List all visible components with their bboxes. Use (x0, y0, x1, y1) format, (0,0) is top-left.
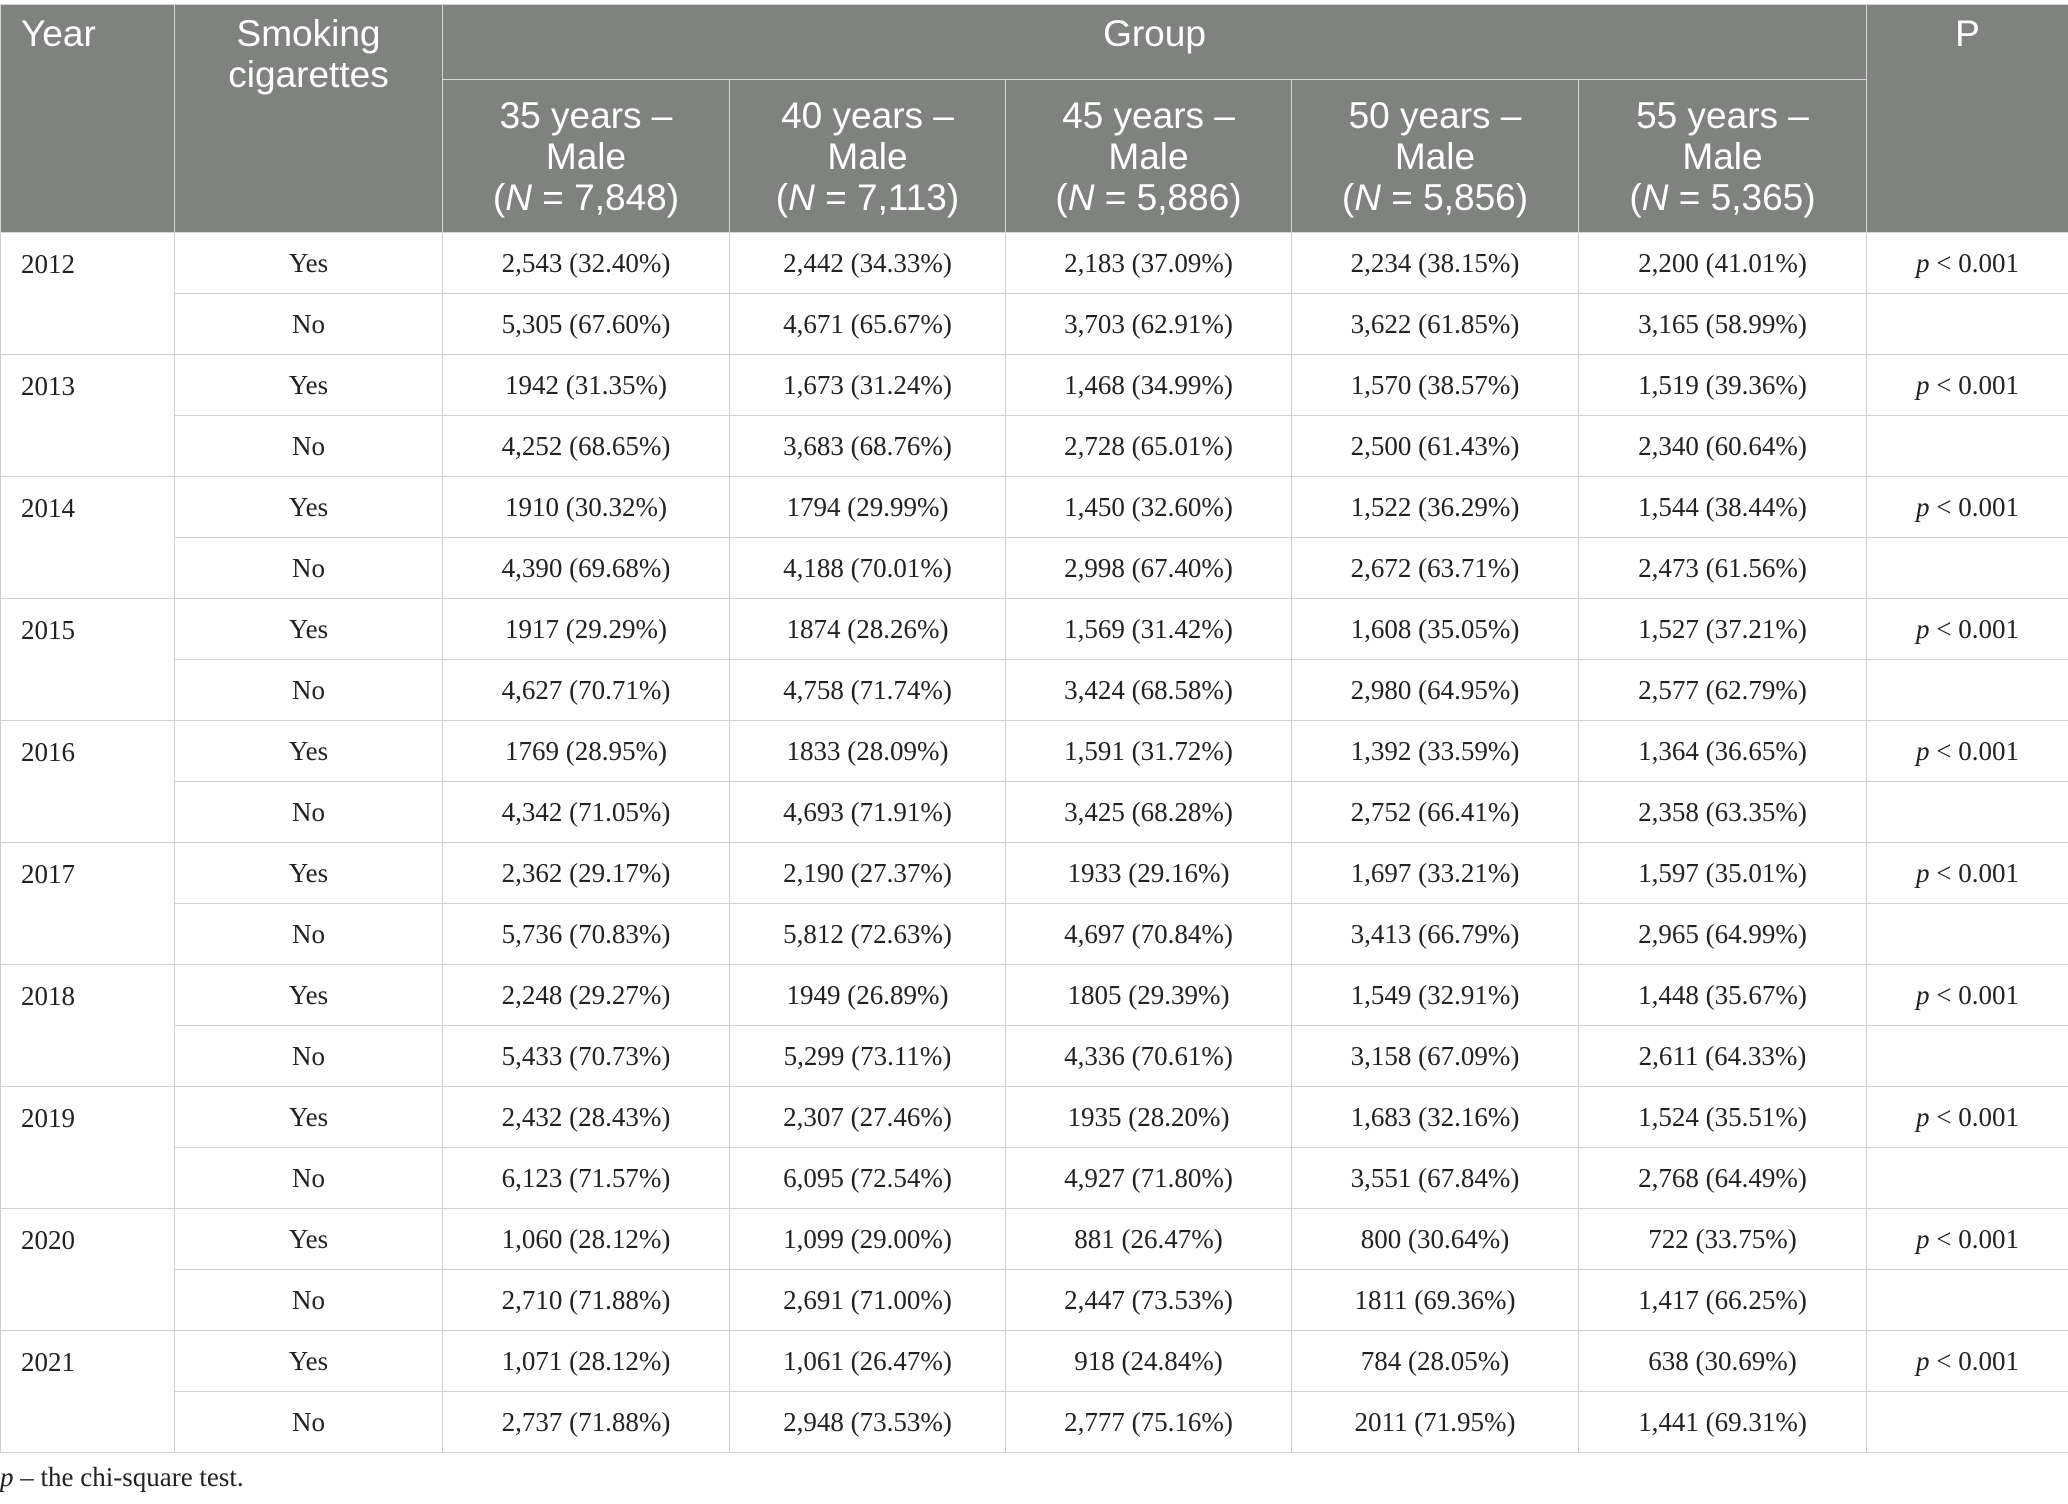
count-percent-cell: 1,099 (29.00%) (730, 1209, 1006, 1270)
age-group-sex: Male (545, 135, 627, 177)
smoking-yes-label: Yes (175, 477, 443, 538)
header-group: Group (443, 5, 1867, 80)
sample-size-value: = 5,886) (1094, 176, 1242, 218)
count-percent-cell: 1,524 (35.51%) (1579, 1087, 1867, 1148)
age-group-range: 55 years – (1636, 94, 1809, 136)
count-percent-cell: 1933 (29.16%) (1006, 843, 1292, 904)
sample-size-value: = 5,365) (1668, 176, 1816, 218)
table-header (1, 5, 2068, 233)
count-percent-cell: 3,158 (67.09%) (1292, 1026, 1579, 1087)
count-percent-cell: 3,703 (62.91%) (1006, 294, 1292, 355)
p-value-cell (1867, 477, 2068, 538)
count-percent-cell: 2,777 (75.16%) (1006, 1392, 1292, 1453)
p-value-cell (1867, 965, 2068, 1026)
p-value-cell (1867, 294, 2068, 355)
table-row (1, 538, 2068, 599)
smoking-no-label: No (175, 1392, 443, 1453)
count-percent-cell: 1,549 (32.91%) (1292, 965, 1579, 1026)
table-row (1, 294, 2068, 355)
table-row (1, 721, 2068, 782)
table-footnote (0, 1462, 244, 1493)
count-percent-cell: 4,342 (71.05%) (443, 782, 730, 843)
header-age-group (1292, 80, 1579, 233)
count-percent-cell: 6,095 (72.54%) (730, 1148, 1006, 1209)
p-value-cell (1867, 1087, 2068, 1148)
count-percent-cell: 1,569 (31.42%) (1006, 599, 1292, 660)
p-value-cell (1867, 1331, 2068, 1392)
count-percent-cell: 2,965 (64.99%) (1579, 904, 1867, 965)
count-percent-cell: 1805 (29.39%) (1006, 965, 1292, 1026)
count-percent-cell: 1,392 (33.59%) (1292, 721, 1579, 782)
count-percent-cell: 2,710 (71.88%) (443, 1270, 730, 1331)
count-percent-cell: 918 (24.84%) (1006, 1331, 1292, 1392)
smoking-no-label: No (175, 660, 443, 721)
smoking-no-label: No (175, 416, 443, 477)
smoking-yes-label: Yes (175, 355, 443, 416)
p-value-cell (1867, 416, 2068, 477)
count-percent-cell: 5,433 (70.73%) (443, 1026, 730, 1087)
p-value: < 0.001 (1929, 979, 2019, 1010)
count-percent-cell: 2011 (71.95%) (1292, 1392, 1579, 1453)
smoking-yes-label: Yes (175, 1087, 443, 1148)
count-percent-cell: 1910 (30.32%) (443, 477, 730, 538)
sample-size-value: = 7,848) (531, 176, 680, 218)
p-value-cell (1867, 599, 2068, 660)
count-percent-cell: 2,728 (65.01%) (1006, 416, 1292, 477)
p-value-cell (1867, 1209, 2068, 1270)
count-percent-cell: 4,390 (69.68%) (443, 538, 730, 599)
table-row (1, 1148, 2068, 1209)
table-row (1, 416, 2068, 477)
table-row (1, 1270, 2068, 1331)
count-percent-cell: 6,123 (71.57%) (443, 1148, 730, 1209)
count-percent-cell: 2,543 (32.40%) (443, 233, 730, 294)
header-p: P (1867, 5, 2068, 233)
count-percent-cell: 2,500 (61.43%) (1292, 416, 1579, 477)
count-percent-cell: 2,340 (60.64%) (1579, 416, 1867, 477)
count-percent-cell: 2,737 (71.88%) (443, 1392, 730, 1453)
count-percent-cell: 2,577 (62.79%) (1579, 660, 1867, 721)
count-percent-cell: 1,608 (35.05%) (1292, 599, 1579, 660)
p-letter: p (1916, 491, 1930, 522)
count-percent-cell: 1,570 (38.57%) (1292, 355, 1579, 416)
p-value: < 0.001 (1929, 613, 2019, 644)
count-percent-cell: 2,190 (27.37%) (730, 843, 1006, 904)
age-group-range: 45 years – (1062, 94, 1235, 136)
p-letter: p (1916, 857, 1930, 888)
year-cell: 2019 (1, 1087, 175, 1209)
count-percent-cell: 2,768 (64.49%) (1579, 1148, 1867, 1209)
age-group-range: 35 years – (499, 94, 673, 136)
count-percent-cell: 4,627 (70.71%) (443, 660, 730, 721)
count-percent-cell: 1,060 (28.12%) (443, 1209, 730, 1270)
smoking-table (0, 4, 2068, 1453)
count-percent-cell: 3,413 (66.79%) (1292, 904, 1579, 965)
count-percent-cell: 1833 (28.09%) (730, 721, 1006, 782)
count-percent-cell: 2,473 (61.56%) (1579, 538, 1867, 599)
table-row (1, 1209, 2068, 1270)
year-cell: 2016 (1, 721, 175, 843)
count-percent-cell: 4,758 (71.74%) (730, 660, 1006, 721)
p-letter: p (1916, 735, 1930, 766)
count-percent-cell: 2,362 (29.17%) (443, 843, 730, 904)
sample-size-label: N (1354, 176, 1381, 218)
p-value: < 0.001 (1929, 491, 2019, 522)
year-cell: 2015 (1, 599, 175, 721)
p-letter: p (1916, 979, 1930, 1010)
sample-size-label: N (1067, 176, 1095, 218)
year-cell: 2014 (1, 477, 175, 599)
age-group-sex: Male (1394, 135, 1476, 177)
p-value-cell (1867, 1392, 2068, 1453)
p-value-cell (1867, 355, 2068, 416)
p-value-cell (1867, 1148, 2068, 1209)
year-cell: 2017 (1, 843, 175, 965)
count-percent-cell: 5,736 (70.83%) (443, 904, 730, 965)
count-percent-cell: 1,071 (28.12%) (443, 1331, 730, 1392)
p-value-cell (1867, 660, 2068, 721)
count-percent-cell: 4,697 (70.84%) (1006, 904, 1292, 965)
p-letter: p (1916, 613, 1930, 644)
count-percent-cell: 881 (26.47%) (1006, 1209, 1292, 1270)
table-row (1, 660, 2068, 721)
count-percent-cell: 2,447 (73.53%) (1006, 1270, 1292, 1331)
count-percent-cell: 2,672 (63.71%) (1292, 538, 1579, 599)
count-percent-cell: 3,551 (67.84%) (1292, 1148, 1579, 1209)
count-percent-cell: 2,200 (41.01%) (1579, 233, 1867, 294)
p-letter: p (1916, 1345, 1930, 1376)
count-percent-cell: 4,693 (71.91%) (730, 782, 1006, 843)
year-cell: 2021 (1, 1331, 175, 1453)
count-percent-cell: 1,468 (34.99%) (1006, 355, 1292, 416)
count-percent-cell: 2,307 (27.46%) (730, 1087, 1006, 1148)
count-percent-cell: 638 (30.69%) (1579, 1331, 1867, 1392)
p-value: < 0.001 (1929, 735, 2019, 766)
age-group-sample-size: (N = 7,113) (775, 176, 960, 218)
table-row (1, 233, 2068, 294)
smoking-no-label: No (175, 538, 443, 599)
p-value-cell (1867, 904, 2068, 965)
age-group-sex: Male (1682, 135, 1763, 177)
count-percent-cell: 5,305 (67.60%) (443, 294, 730, 355)
sample-size-label: N (1641, 176, 1669, 218)
p-value-cell (1867, 233, 2068, 294)
count-percent-cell: 1874 (28.26%) (730, 599, 1006, 660)
table-row (1, 965, 2068, 1026)
year-cell: 2012 (1, 233, 175, 355)
count-percent-cell: 2,234 (38.15%) (1292, 233, 1579, 294)
count-percent-cell: 2,611 (64.33%) (1579, 1026, 1867, 1087)
count-percent-cell: 1769 (28.95%) (443, 721, 730, 782)
smoking-yes-label: Yes (175, 721, 443, 782)
smoking-no-label: No (175, 904, 443, 965)
count-percent-cell: 1,544 (38.44%) (1579, 477, 1867, 538)
header-smoking-cigarettes: Smoking cigarettes (175, 5, 443, 233)
p-value-cell (1867, 843, 2068, 904)
count-percent-cell: 1,417 (66.25%) (1579, 1270, 1867, 1331)
count-percent-cell: 2,691 (71.00%) (730, 1270, 1006, 1331)
header-year: Year (1, 5, 175, 233)
count-percent-cell: 2,183 (37.09%) (1006, 233, 1292, 294)
count-percent-cell: 1917 (29.29%) (443, 599, 730, 660)
count-percent-cell: 1,697 (33.21%) (1292, 843, 1579, 904)
count-percent-cell: 1794 (29.99%) (730, 477, 1006, 538)
age-group-range: 50 years – (1348, 94, 1522, 136)
count-percent-cell: 1,448 (35.67%) (1579, 965, 1867, 1026)
table-row (1, 904, 2068, 965)
header-age-group (1579, 80, 1867, 233)
smoking-yes-label: Yes (175, 843, 443, 904)
age-group-sex: Male (827, 135, 908, 177)
footnote-text: – the chi-square test. (13, 1462, 244, 1492)
sample-size-label: N (505, 176, 532, 218)
count-percent-cell: 4,252 (68.65%) (443, 416, 730, 477)
count-percent-cell: 5,299 (73.11%) (730, 1026, 1006, 1087)
table-row (1, 477, 2068, 538)
table-row (1, 599, 2068, 660)
count-percent-cell: 3,683 (68.76%) (730, 416, 1006, 477)
count-percent-cell: 4,927 (71.80%) (1006, 1148, 1292, 1209)
count-percent-cell: 1,441 (69.31%) (1579, 1392, 1867, 1453)
count-percent-cell: 800 (30.64%) (1292, 1209, 1579, 1270)
age-group-sample-size: (N = 5,856) (1341, 176, 1529, 218)
p-value-cell (1867, 782, 2068, 843)
p-letter: p (1916, 247, 1930, 278)
age-group-sample-size: (N = 7,848) (492, 176, 680, 218)
sample-size-value: = 7,113) (814, 176, 960, 218)
smoking-no-label: No (175, 1270, 443, 1331)
p-letter: p (1916, 369, 1930, 400)
count-percent-cell: 4,336 (70.61%) (1006, 1026, 1292, 1087)
table-row (1, 782, 2068, 843)
count-percent-cell: 1,683 (32.16%) (1292, 1087, 1579, 1148)
count-percent-cell: 1,673 (31.24%) (730, 355, 1006, 416)
smoking-yes-label: Yes (175, 1331, 443, 1392)
p-value: < 0.001 (1929, 1345, 2019, 1376)
count-percent-cell: 2,432 (28.43%) (443, 1087, 730, 1148)
sample-size-value: = 5,856) (1380, 176, 1529, 218)
count-percent-cell: 1,450 (32.60%) (1006, 477, 1292, 538)
smoking-no-label: No (175, 1026, 443, 1087)
count-percent-cell: 1,519 (39.36%) (1579, 355, 1867, 416)
age-group-sample-size: (N = 5,886) (1055, 176, 1242, 218)
p-value-cell (1867, 1270, 2068, 1331)
table-row (1, 355, 2068, 416)
count-percent-cell: 2,948 (73.53%) (730, 1392, 1006, 1453)
count-percent-cell: 3,424 (68.58%) (1006, 660, 1292, 721)
count-percent-cell: 1,527 (37.21%) (1579, 599, 1867, 660)
table-row (1, 1026, 2068, 1087)
smoking-yes-label: Yes (175, 965, 443, 1026)
smoking-no-label: No (175, 782, 443, 843)
p-value: < 0.001 (1929, 857, 2019, 888)
count-percent-cell: 1,061 (26.47%) (730, 1331, 1006, 1392)
count-percent-cell: 5,812 (72.63%) (730, 904, 1006, 965)
table-row (1, 1087, 2068, 1148)
smoking-no-label: No (175, 1148, 443, 1209)
table-body (1, 233, 2068, 1453)
smoking-yes-label: Yes (175, 233, 443, 294)
count-percent-cell: 1,364 (36.65%) (1579, 721, 1867, 782)
count-percent-cell: 4,188 (70.01%) (730, 538, 1006, 599)
count-percent-cell: 3,165 (58.99%) (1579, 294, 1867, 355)
p-value: < 0.001 (1929, 369, 2019, 400)
count-percent-cell: 4,671 (65.67%) (730, 294, 1006, 355)
count-percent-cell: 2,442 (34.33%) (730, 233, 1006, 294)
year-cell: 2013 (1, 355, 175, 477)
count-percent-cell: 2,998 (67.40%) (1006, 538, 1292, 599)
count-percent-cell: 1949 (26.89%) (730, 965, 1006, 1026)
smoking-no-label: No (175, 294, 443, 355)
count-percent-cell: 2,752 (66.41%) (1292, 782, 1579, 843)
smoking-yes-label: Yes (175, 599, 443, 660)
count-percent-cell: 2,248 (29.27%) (443, 965, 730, 1026)
p-value-cell (1867, 721, 2068, 782)
year-cell: 2020 (1, 1209, 175, 1331)
header-age-group (1006, 80, 1292, 233)
table-row (1, 843, 2068, 904)
age-group-sample-size: (N = 5,365) (1629, 176, 1816, 218)
p-value-cell (1867, 1026, 2068, 1087)
count-percent-cell: 2,358 (63.35%) (1579, 782, 1867, 843)
table-row (1, 1331, 2068, 1392)
p-value-cell (1867, 538, 2068, 599)
count-percent-cell: 722 (33.75%) (1579, 1209, 1867, 1270)
age-group-range: 40 years – (781, 94, 954, 136)
count-percent-cell: 2,980 (64.95%) (1292, 660, 1579, 721)
age-group-sex: Male (1108, 135, 1189, 177)
count-percent-cell: 784 (28.05%) (1292, 1331, 1579, 1392)
count-percent-cell: 1942 (31.35%) (443, 355, 730, 416)
count-percent-cell: 3,425 (68.28%) (1006, 782, 1292, 843)
p-value: < 0.001 (1929, 247, 2019, 278)
count-percent-cell: 1,591 (31.72%) (1006, 721, 1292, 782)
count-percent-cell: 1,522 (36.29%) (1292, 477, 1579, 538)
smoking-yes-label: Yes (175, 1209, 443, 1270)
header-age-group (443, 80, 730, 233)
p-value: < 0.001 (1929, 1101, 2019, 1132)
table-row (1, 1392, 2068, 1453)
count-percent-cell: 1,597 (35.01%) (1579, 843, 1867, 904)
header-age-group (730, 80, 1006, 233)
footnote-p-letter: p (0, 1462, 14, 1492)
p-letter: p (1916, 1223, 1930, 1254)
year-cell: 2018 (1, 965, 175, 1087)
p-value: < 0.001 (1929, 1223, 2019, 1254)
count-percent-cell: 1811 (69.36%) (1292, 1270, 1579, 1331)
sample-size-label: N (788, 176, 815, 218)
count-percent-cell: 3,622 (61.85%) (1292, 294, 1579, 355)
count-percent-cell: 1935 (28.20%) (1006, 1087, 1292, 1148)
p-letter: p (1916, 1101, 1930, 1132)
